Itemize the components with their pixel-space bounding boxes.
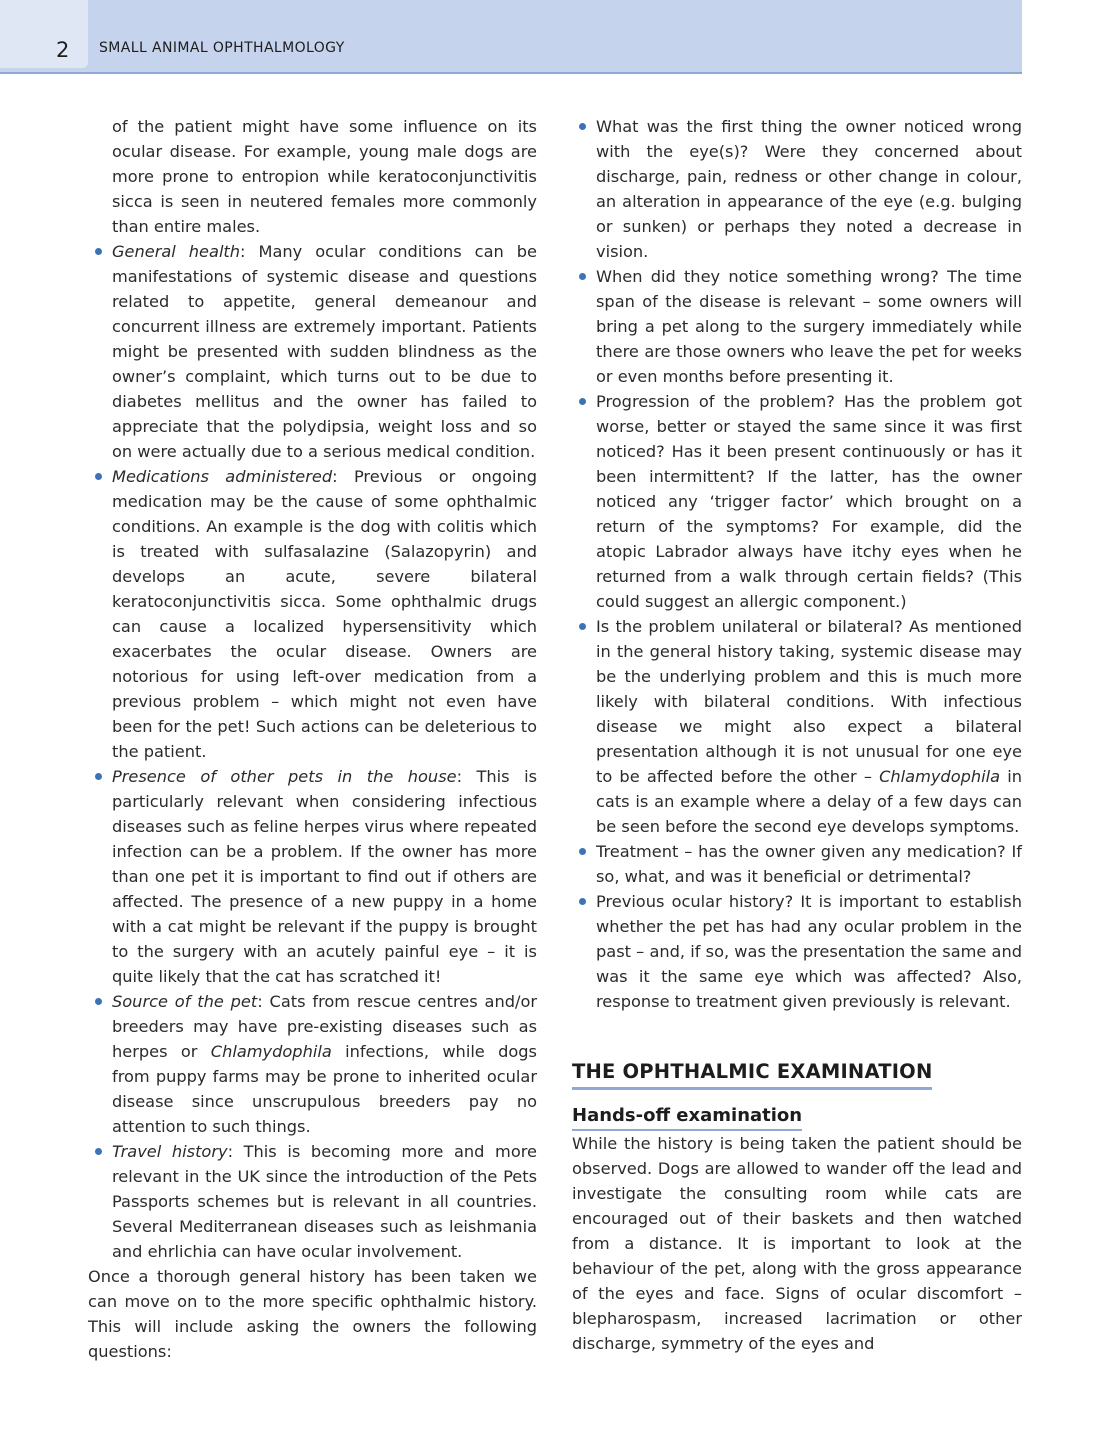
bullet-term: Presence of other pets in the house [112, 767, 457, 786]
running-header [0, 0, 1022, 74]
list-item: Previous ocular history? It is important to establish whether the pet has had any ocular problem in the past – and, if so, was the presentation the same and was it the same eye which was affected? Also, response to treatment given previously is relevant. [572, 889, 1022, 1014]
subsection-paragraph: While the history is being taken the patient should be observed. Dogs are allowed to wander off the lead and investigate the consulting room while cats are encouraged out of their baskets and then watched from a distance. It is important to look at the behaviour of the pet, along with the gross appearance of the eyes and face. Signs of ocular discomfort – blepharospasm, increased lacrimation or other discharge, symmetry of the eyes and [572, 1134, 1022, 1353]
bullet-term: Travel history [112, 1142, 228, 1161]
bullet-text: : Many ocular conditions can be manifestations of systemic disease and questions related to appetite, general demeanour and concurrent illness are extremely important. Patients might be presented with sudden blindness as the owner’s complaint, which turns out to be due to diabetes mellitus and the owner has failed to appreciate that the polydipsia, weight loss and so on were actually due to a serious medical condition. [112, 242, 537, 461]
bullet-term: Medications administered [112, 467, 333, 486]
bullet-text: in cats is an example where a delay of a few days can be seen before the second eye develops symptoms. [596, 767, 1022, 836]
page-number: 2 [56, 38, 70, 62]
list-item: Progression of the problem? Has the problem got worse, better or stayed the same since it was first noticed? Has it been present continuously or has it been intermittent? If the latter, has the owner noticed any ‘trigger factor’ which brought on a return of the symptoms? For example, did the atopic Labrador always have itchy eyes when he returned from a walk through certain fields? (This could suggest an allergic component.) [572, 389, 1022, 614]
list-item [572, 614, 1022, 839]
list-item: What was the first thing the owner noticed wrong with the eye(s)? Were they concerned about discharge, pain, redness or other change in colour, an alteration in appearance of the eye (e.g. bulging or sunken) or perhaps they noted a decrease in vision. [572, 114, 1022, 264]
continuation-paragraph: of the patient might have some influence on its ocular disease. For example, young male dogs are more prone to entropion while keratoconjunctivitis sicca is seen in neutered females more commonly than entire males. [112, 117, 537, 236]
running-title: SMALL ANIMAL OPHTHALMOLOGY [99, 40, 345, 56]
italic-term: Chlamydophila [210, 1042, 332, 1061]
page-number-tab [0, 0, 88, 68]
right-column [572, 114, 1022, 1356]
list-item: When did they notice something wrong? The time span of the disease is relevant – some owners will bring a pet along to the surgery immediately while there are those owners who leave the pet for weeks or even months before presenting it. [572, 264, 1022, 389]
bullet-term: General health [112, 242, 241, 261]
list-item: Treatment – has the owner given any medication? If so, what, and was it beneficial or detrimental? [572, 839, 1022, 889]
list-item [88, 989, 537, 1139]
list-item [88, 764, 537, 989]
left-column [88, 114, 537, 1364]
list-item [88, 1139, 537, 1264]
section-heading: THE OPHTHALMIC EXAMINATION [572, 1059, 932, 1090]
subsection-heading: Hands-off examination [572, 1104, 802, 1131]
bullet-text: : Cats from rescue centres and/or breeders may have pre-existing diseases such as herpes or [112, 992, 538, 1061]
bullet-text: : This is becoming more and more relevant in the UK since the introduction of the Pets Passports schemes but is relevant in all countries. Several Mediterranean diseases such as leishmania and ehrlichia can have ocular involvement. [112, 1142, 537, 1261]
owner-questions-list [572, 114, 1022, 1014]
history-bullet-list [88, 239, 537, 1264]
italic-term: Chlamydophila [879, 767, 1001, 786]
list-item [88, 239, 537, 464]
bullet-text: infections, while dogs from puppy farms may be prone to inherited ocular disease since unscrupulous breeders pay no attention to such things. [112, 1042, 537, 1136]
bullet-term: Source of the pet [112, 992, 258, 1011]
list-item [88, 464, 537, 764]
bullet-text: : This is particularly relevant when considering infectious diseases such as feline herpes virus where repeated infection can be a problem. If the owner has more than one pet it is important to find out if others are affected. The presence of a new puppy in a home with a cat might be relevant if the puppy is brought to the surgery with an acutely painful eye – it is quite likely that the cat has scratched it! [112, 767, 537, 986]
bullet-text: : Previous or ongoing medication may be the cause of some ophthalmic conditions. An example is the dog with colitis which is treated with sulfasalazine (Salazopyrin) and develops an acute, severe bilateral keratoconjunctivitis sicca. Some ophthalmic drugs can cause a localized hypersensitivity which exacerbates the ocular disease. Owners are notorious for using left-over medication from a previous problem – which might not even have been for the pet! Such actions can be deleterious to the patient. [112, 467, 537, 761]
bullet-text: Is the problem unilateral or bilateral? As mentioned in the general history taking, systemic disease may be the underlying problem and this is much more likely with bilateral conditions. With infectious disease we might also expect a bilateral presentation although it is not unusual for one eye to be affected before the other – [596, 617, 1022, 786]
closing-paragraph: Once a thorough general history has been taken we can move on to the more specific ophthalmic history. This will include asking the owners the following questions: [88, 1267, 537, 1361]
